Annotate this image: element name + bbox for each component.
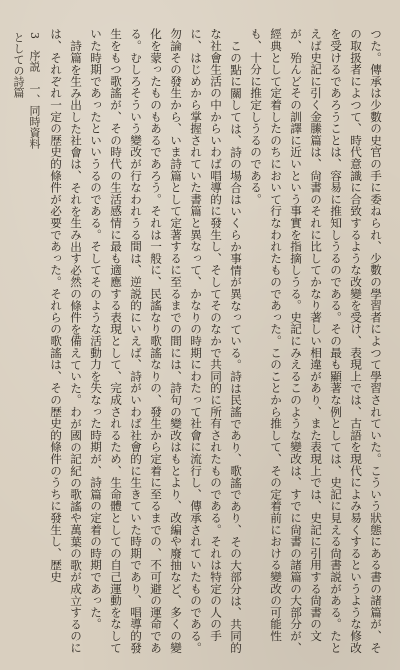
running-head-title: 序説 一、同時資料としての詩篇 [12, 32, 41, 149]
paragraph-2: この點に關しては、詩の場合はいくらか事情が異なっている。詩は民謠であり、歌謠であり、その大部分は、共同的な社會生活の中からいわば唱導的に發生し、そしてそのなかで共同的に所有されたものである。それは特定の人の手に、はじめから掌握されていた書篇と異なって、かなりの時期にわたって社會に流行し、傳承されていたものである。勿論その發生から、いま詩篇として定著するに至るまでの間には、詩句の變改はもとより、改編や廢抽など、多くの變化を蒙ったものもあるであろう。それは一般に、民謠なり歌謠なりの、發生から定着に至るまでの、不可避の運命である。むしろそういう變改が行なわれうる間は、逆説的にいえば、詩がいわば社會的に生きていた時期であり、唱導的發生をもつ歌謠が、その時代の生活感情に最も適應する表現として、完成されるため、生命體としての自己運動をなしていた時期であったといいうるのである。そしてそのような活動力を失なった時期が、詩篇の定着の時期であった。 [89, 28, 243, 654]
body-text [26, 28, 386, 656]
paragraph-3: 詩篇を生み出した社會は、それを生み出す必然の條件を備えていた。わが國の記紀の歌謠や萬葉の歌が成立するのには、それぞれ一定の歴史的條件が必要であった。それらの歌謠は、その歴史的條件のうちに發生し、歴史 [49, 28, 83, 654]
paragraph-1: つた。傳承は少數の史官の手に委ねられ、少數の學習者によつて學習されていた。こういう狀態にある書の諸篇が、その取扱者によつて、時代意識に合致するような改變を受け、表現上では、古語を現代によみ易くするというような修改を受けるであろうことは、容易に推知しうるのである。その最も顯著な例としては、史記に見える尙書説がある。たとえば史記に引く金縢篇は、尙書のそれに比してかなり著しい相違があり、また表現上では、史記に引用する尙書の文が、殆んどその訓譯に近いという事實を指摘しうる。史記にみえるこのような變改は、すでに尙書の諸篇の大部分が、經典として定着したのちにおいて行なわれたものであった。このことから推して、その定着前における變改の可能性も、十分に推定しうるのである。 [249, 28, 383, 654]
page-number: 3 [28, 32, 41, 39]
